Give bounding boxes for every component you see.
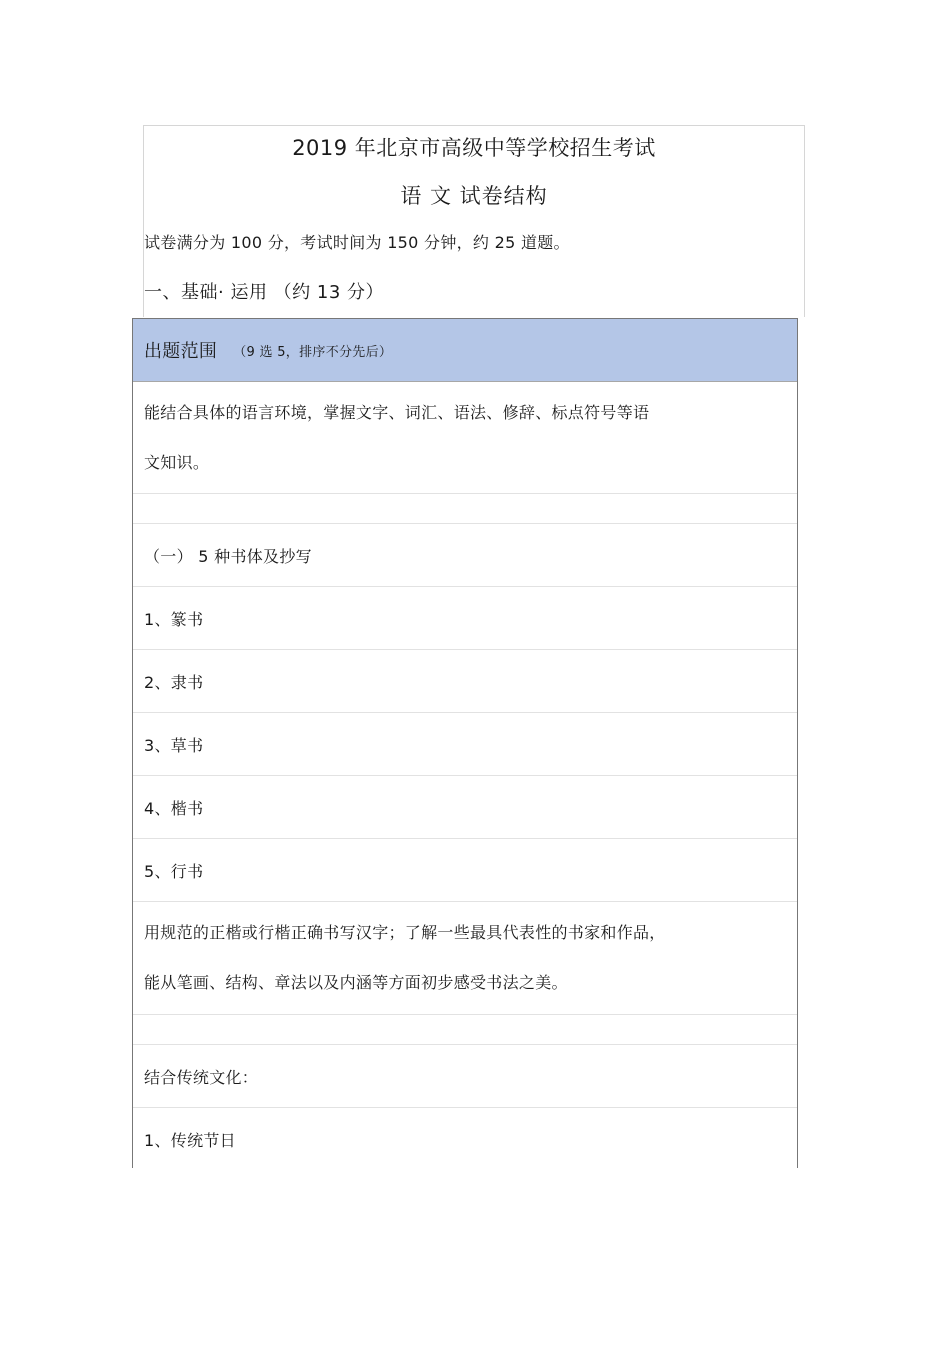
script-item: 2、隶书 — [144, 672, 204, 692]
culture-item: 1、传统节日 — [144, 1130, 236, 1150]
requirement-line-1: 用规范的正楷或行楷正确书写汉字；了解一些最具代表性的书家和作品， — [144, 923, 666, 942]
table-row-blank — [133, 1015, 797, 1045]
scope-table — [132, 318, 798, 1168]
table-row-script — [133, 587, 797, 650]
document-subtitle: 语 文 试卷结构 — [400, 184, 548, 208]
script-item: 5、行书 — [144, 861, 204, 881]
exam-intro: 试卷满分为 100 分，考试时间为 150 分钟，约 25 道题。 — [144, 233, 570, 252]
table-row-script — [133, 839, 797, 902]
table-row-requirement — [133, 902, 797, 1015]
document-title: 2019 年北京市高级中等学校招生考试 — [292, 136, 656, 160]
table-row-script — [133, 650, 797, 713]
culture-heading: 结合传统文化： — [144, 1067, 259, 1087]
table-row-scope — [133, 382, 797, 494]
table-row-culture-item — [133, 1108, 797, 1168]
table-row-blank — [133, 494, 797, 524]
table-row-script — [133, 776, 797, 839]
table-row-subsection — [133, 524, 797, 587]
table-header-title: 出题范围 — [144, 341, 218, 362]
section-heading: 一、基础· 运用 （约 13 分） — [144, 282, 385, 303]
table-header-row — [133, 319, 797, 382]
subsection-title: （一） 5 种书体及抄写 — [144, 546, 312, 566]
table-row-script — [133, 713, 797, 776]
script-item: 3、草书 — [144, 735, 204, 755]
script-item: 4、楷书 — [144, 798, 204, 818]
table-row-culture-heading — [133, 1045, 797, 1108]
table-header-note: （9 选 5，排序不分先后） — [233, 344, 393, 360]
scope-line-1: 能结合具体的语言环境，掌握文字、词汇、语法、修辞、标点符号等语 — [144, 403, 650, 422]
scope-line-2: 文知识。 — [144, 453, 210, 472]
script-item: 1、篆书 — [144, 609, 204, 629]
header-box — [143, 125, 805, 317]
requirement-line-2: 能从笔画、结构、章法以及内涵等方面初步感受书法之美。 — [144, 973, 568, 992]
